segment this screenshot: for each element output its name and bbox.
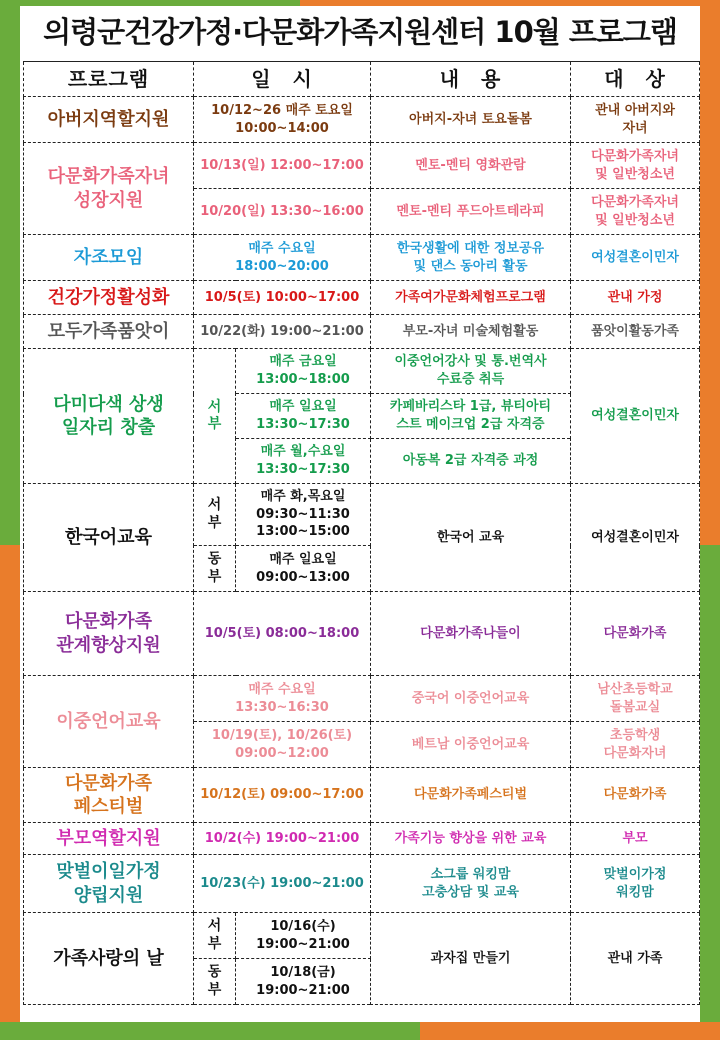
target-cell: 다문화가족자녀 및 일반청소년 xyxy=(571,143,700,189)
content-cell: 카페바리스타 1급, 뷰티아티 스트 메이크업 2급 자격증 xyxy=(371,394,571,439)
program-name: 자조모임 xyxy=(24,235,194,281)
table-row xyxy=(24,143,700,189)
content-cell: 이중언어강사 및 통.번역사 수료증 취득 xyxy=(371,349,571,394)
content-cell: 과자집 만들기 xyxy=(371,913,571,1005)
target-cell: 여성결혼이민자 xyxy=(571,349,700,484)
datetime-cell: 10/20(일) 13:30~16:00 xyxy=(194,189,371,235)
datetime-cell: 매주 금요일 13:00~18:00 xyxy=(236,349,371,394)
program-name: 가족사랑의 날 xyxy=(24,913,194,1005)
datetime-cell: 10/19(토), 10/26(토) 09:00~12:00 xyxy=(194,722,371,768)
content-cell: 가족여가문화체험프로그램 xyxy=(371,281,571,315)
frame-bar-right-upper xyxy=(700,0,720,545)
program-name: 부모역할지원 xyxy=(24,823,194,855)
content-cell: 아버지-자녀 토요돌봄 xyxy=(371,97,571,143)
program-name: 맞벌이일가정 양립지원 xyxy=(24,855,194,913)
page-title: 의령군건강가정·다문화가족지원센터 10월 프로그램 xyxy=(43,15,677,49)
content-cell: 한국생활에 대한 정보공유 및 댄스 동아리 활동 xyxy=(371,235,571,281)
target-cell: 여성결혼이민자 xyxy=(571,484,700,592)
content-cell: 가족기능 향상을 위한 교육 xyxy=(371,823,571,855)
table-header-row xyxy=(24,62,700,97)
table-row xyxy=(24,315,700,349)
program-name: 건강가정활성화 xyxy=(24,281,194,315)
header-target: 대 상 xyxy=(571,62,700,97)
table-row xyxy=(24,281,700,315)
target-cell: 품앗이활동가족 xyxy=(571,315,700,349)
table-row xyxy=(24,484,700,546)
datetime-cell: 매주 일요일 13:30~17:30 xyxy=(236,394,371,439)
content-cell: 부모-자녀 미술체험활동 xyxy=(371,315,571,349)
branch-west-label: 서 부 xyxy=(194,913,236,959)
target-cell: 다문화가족자녀 및 일반청소년 xyxy=(571,189,700,235)
target-cell: 다문화가족 xyxy=(571,592,700,676)
datetime-cell: 10/5(토) 08:00~18:00 xyxy=(194,592,371,676)
content-cell: 중국어 이중언어교육 xyxy=(371,676,571,722)
table-row xyxy=(24,592,700,676)
table-row xyxy=(24,855,700,913)
content-cell: 베트남 이중언어교육 xyxy=(371,722,571,768)
table-row xyxy=(24,235,700,281)
table-row xyxy=(24,768,700,823)
frame-bar-left-lower xyxy=(0,545,20,1040)
branch-west-label: 서 부 xyxy=(194,349,236,484)
header-content: 내 용 xyxy=(371,62,571,97)
table-row xyxy=(24,97,700,143)
content-cell: 아동복 2급 자격증 과정 xyxy=(371,439,571,484)
target-cell: 관내 아버지와 자녀 xyxy=(571,97,700,143)
datetime-cell: 매주 화,목요일 09:30~11:30 13:00~15:00 xyxy=(236,484,371,546)
target-cell: 관내 가족 xyxy=(571,913,700,1005)
program-name: 다미다색 상생 일자리 창출 xyxy=(24,349,194,484)
program-name: 다문화가족 관계향상지원 xyxy=(24,592,194,676)
branch-east-label: 동 부 xyxy=(194,546,236,592)
program-table xyxy=(23,61,700,1005)
branch-east-label: 동 부 xyxy=(194,959,236,1005)
program-name: 한국어교육 xyxy=(24,484,194,592)
table-row xyxy=(24,823,700,855)
frame-bar-right-lower xyxy=(700,545,720,1040)
datetime-cell: 10/12~26 매주 토요일 10:00~14:00 xyxy=(194,97,371,143)
content-cell: 한국어 교육 xyxy=(371,484,571,592)
target-cell: 관내 가정 xyxy=(571,281,700,315)
table-row xyxy=(24,913,700,959)
datetime-cell: 10/5(토) 10:00~17:00 xyxy=(194,281,371,315)
frame-bar-left-upper xyxy=(0,0,20,545)
datetime-cell: 10/23(수) 19:00~21:00 xyxy=(194,855,371,913)
datetime-cell: 매주 수요일 18:00~20:00 xyxy=(194,235,371,281)
content-cell: 다문화가족나들이 xyxy=(371,592,571,676)
program-name: 다문화가족자녀 성장지원 xyxy=(24,143,194,235)
target-cell: 남산초등학교 돌봄교실 xyxy=(571,676,700,722)
datetime-cell: 매주 수요일 13:30~16:30 xyxy=(194,676,371,722)
program-name: 모두가족품앗이 xyxy=(24,315,194,349)
content-cell: 소그룹 워킹맘 고충상담 및 교육 xyxy=(371,855,571,913)
datetime-cell: 10/22(화) 19:00~21:00 xyxy=(194,315,371,349)
table-row xyxy=(24,349,700,394)
frame-bar-bottom-left xyxy=(0,1022,420,1040)
datetime-cell: 10/2(수) 19:00~21:00 xyxy=(194,823,371,855)
datetime-cell: 매주 월,수요일 13:30~17:30 xyxy=(236,439,371,484)
target-cell: 부모 xyxy=(571,823,700,855)
program-name: 아버지역할지원 xyxy=(24,97,194,143)
program-name: 이중언어교육 xyxy=(24,676,194,768)
header-program: 프로그램 xyxy=(24,62,194,97)
datetime-cell: 10/18(금) 19:00~21:00 xyxy=(236,959,371,1005)
datetime-cell: 10/13(일) 12:00~17:00 xyxy=(194,143,371,189)
program-name: 다문화가족 페스티벌 xyxy=(24,768,194,823)
branch-west-label: 서 부 xyxy=(194,484,236,546)
datetime-cell: 10/12(토) 09:00~17:00 xyxy=(194,768,371,823)
target-cell: 다문화가족 xyxy=(571,768,700,823)
content-cell: 멘토-멘티 푸드아트테라피 xyxy=(371,189,571,235)
content-cell: 멘토-멘티 영화관람 xyxy=(371,143,571,189)
datetime-cell: 10/16(수) 19:00~21:00 xyxy=(236,913,371,959)
target-cell: 초등학생 다문화자녀 xyxy=(571,722,700,768)
frame-bar-bottom-right xyxy=(420,1022,720,1040)
target-cell: 여성결혼이민자 xyxy=(571,235,700,281)
content-cell: 다문화가족페스티벌 xyxy=(371,768,571,823)
table-row xyxy=(24,676,700,722)
header-datetime: 일 시 xyxy=(194,62,371,97)
datetime-cell: 매주 일요일 09:00~13:00 xyxy=(236,546,371,592)
target-cell: 맞벌이가정 워킹맘 xyxy=(571,855,700,913)
